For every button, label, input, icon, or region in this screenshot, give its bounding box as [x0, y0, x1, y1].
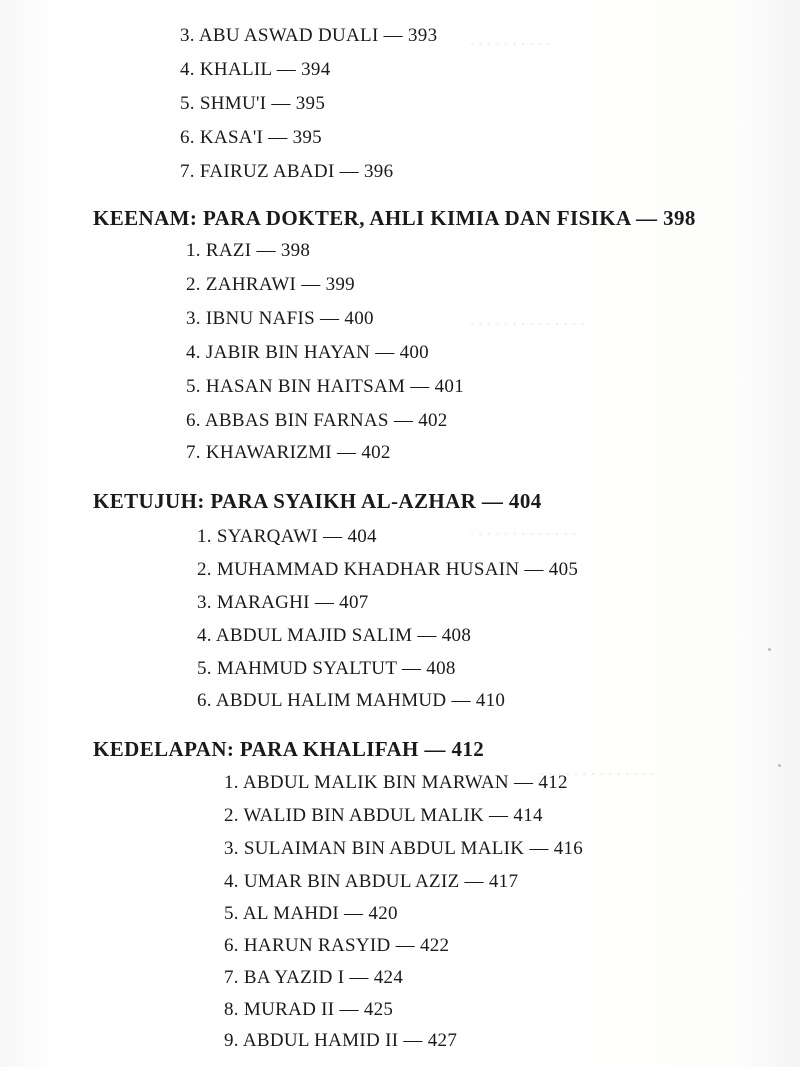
toc-entry: 1. SYARQAWI — 404	[197, 526, 377, 547]
toc-entry: 3. ABU ASWAD DUALI — 393	[180, 25, 438, 46]
toc-entry: 1. ABDUL MALIK BIN MARWAN — 412	[224, 772, 568, 793]
toc-entry: 6. ABBAS BIN FARNAS — 402	[186, 410, 448, 431]
toc-entry: 5. MAHMUD SYALTUT — 408	[197, 658, 456, 679]
toc-entry: 4. KHALIL — 394	[180, 59, 331, 80]
toc-entry: 7. KHAWARIZMI — 402	[186, 442, 391, 463]
bleed-through-line: . . . . . . . . . . . . . .	[470, 310, 585, 329]
toc-entry: 7. BA YAZID I — 424	[224, 967, 404, 988]
bleed-through-line: . . . . . . . . . .	[470, 30, 551, 49]
toc-entry: 3. IBNU NAFIS — 400	[186, 308, 374, 329]
toc-entry: 7. FAIRUZ ABADI — 396	[180, 161, 394, 182]
section-heading-kedelapan: KEDELAPAN: PARA KHALIFAH — 412	[93, 737, 485, 761]
toc-entry: 6. ABDUL HALIM MAHMUD — 410	[197, 690, 506, 711]
toc-entry: 3. MARAGHI — 407	[197, 592, 369, 613]
paper-speck	[768, 648, 771, 651]
toc-entry: 6. HARUN RASYID — 422	[224, 935, 450, 956]
paper-speck	[778, 764, 781, 767]
toc-entry: 5. SHMU'I — 395	[180, 93, 326, 114]
toc-entry: 3. SULAIMAN BIN ABDUL MALIK — 416	[224, 838, 584, 859]
toc-entry: 4. JABIR BIN HAYAN — 400	[186, 342, 429, 363]
toc-entry: 5. AL MAHDI — 420	[224, 903, 398, 924]
toc-entry: 4. UMAR BIN ABDUL AZIZ — 417	[224, 871, 519, 892]
bleed-through-line: . . . . . . . . . . . . . .	[540, 760, 655, 779]
toc-entry: 6. KASA'I — 395	[180, 127, 322, 148]
section-heading-ketujuh: KETUJUH: PARA SYAIKH AL-AZHAR — 404	[93, 489, 542, 513]
toc-entry: 2. WALID BIN ABDUL MALIK — 414	[224, 805, 543, 826]
toc-entry: 4. ABDUL MAJID SALIM — 408	[197, 625, 472, 646]
bleed-through-line: . . . . . . . . . . . . .	[470, 520, 577, 539]
toc-entry: 5. HASAN BIN HAITSAM — 401	[186, 376, 465, 397]
toc-entry: 2. ZAHRAWI — 399	[186, 274, 355, 295]
toc-entry: 9. ABDUL HAMID II — 427	[224, 1030, 458, 1051]
toc-entry: 1. RAZI — 398	[186, 240, 311, 261]
section-heading-keenam: KEENAM: PARA DOKTER, AHLI KIMIA DAN FISIKA — 398	[93, 206, 696, 230]
toc-entry: 2. MUHAMMAD KHADHAR HUSAIN — 405	[197, 559, 579, 580]
toc-entry: 8. MURAD II — 425	[224, 999, 394, 1020]
